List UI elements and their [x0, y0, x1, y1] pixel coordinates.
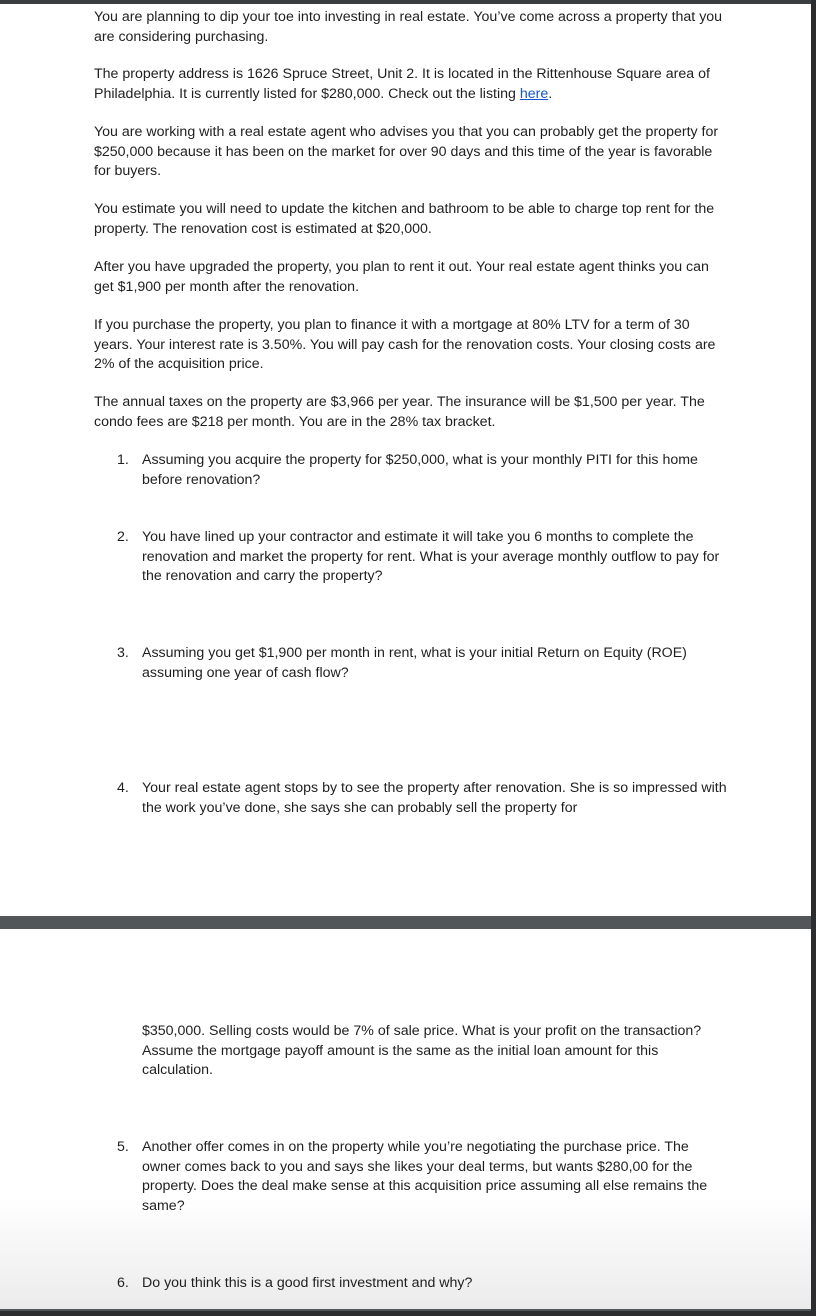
address-text: The property address is 1626 Spruce Street, Unit 2. It is located in the Rittenhouse Square area of Philadelphia. It is currently listed for $280,000. Check out the listing [94, 66, 710, 102]
question-4-continued: $350,000. Selling costs would be 7% of sale price. What is your profit on the transaction? Assume the mortgage payoff amount is the same as the initial loan amount for this calculation. [142, 1023, 702, 1078]
question-number: 6. [117, 1275, 129, 1291]
question-1 [117, 451, 727, 490]
agent-paragraph: You are working with a real estate agent who advises you that you can probably get the property for $250,000 because it has been on the market for over 90 days and this time of the year is favorable for buyers. [94, 124, 719, 179]
question-text: Assuming you get $1,900 per month in rent, what is your initial Return on Equity (ROE) assuming one year of cash flow? [142, 645, 687, 681]
listing-link[interactable]: here [519, 85, 549, 102]
intro-paragraph: You are planning to dip your toe into investing in real estate. You’ve come across a property that you are considering purchasing. [94, 9, 723, 45]
question-text: Your real estate agent stops by to see the property after renovation. She is so impressed with the work you’ve done, she says she can probably sell the property for [142, 780, 727, 816]
address-paragraph [94, 65, 724, 104]
question-5 [117, 1138, 727, 1216]
question-number: 2. [117, 529, 129, 545]
question-text: You have lined up your contractor and estimate it will take you 6 months to complete the renovation and market the property for rent. What is your average monthly outflow to pay for the renovation and carry the property? [142, 529, 720, 584]
question-text: Assuming you acquire the property for $250,000, what is your monthly PITI for this home before renovation? [142, 452, 698, 488]
renovation-paragraph: You estimate you will need to update the kitchen and bathroom to be able to charge top rent for the property. The renovation cost is estimated at $20,000. [94, 201, 715, 237]
document-page-2 [0, 929, 811, 1309]
finance-paragraph: If you purchase the property, you plan to finance it with a mortgage at 80% LTV for a term of 30 years. Your interest rate is 3.50%. You will pay cash for the renovation costs. Your closing costs are 2% of the acquisition price. [94, 317, 716, 372]
question-text: Another offer comes in on the property while you’re negotiating the purchase price. The owner comes back to you and says she likes your deal terms, but wants $280,00 for the property. Does the deal make sense at this acquisition price assuming all else remains the same? [142, 1139, 708, 1214]
viewer-bottom-edge [0, 1311, 816, 1316]
question-text: Do you think this is a good first investment and why? [142, 1275, 473, 1291]
question-number: 3. [117, 645, 129, 661]
address-end: . [548, 85, 553, 102]
question-number: 1. [117, 452, 129, 468]
question-number: 5. [117, 1139, 129, 1155]
question-2 [117, 528, 727, 587]
question-4 [117, 779, 727, 818]
taxes-paragraph: The annual taxes on the property are $3,966 per year. The insurance will be $1,500 per year. The condo fees are $218 per month. You are in the 28% tax bracket. [94, 394, 705, 430]
viewer-scrollbar[interactable] [811, 0, 816, 1316]
rent-paragraph: After you have upgraded the property, you plan to rent it out. Your real estate agent thinks you can get $1,900 per month after the renovation. [94, 259, 709, 295]
question-number: 4. [117, 780, 129, 796]
question-3 [117, 644, 727, 683]
question-6 [117, 1274, 727, 1294]
